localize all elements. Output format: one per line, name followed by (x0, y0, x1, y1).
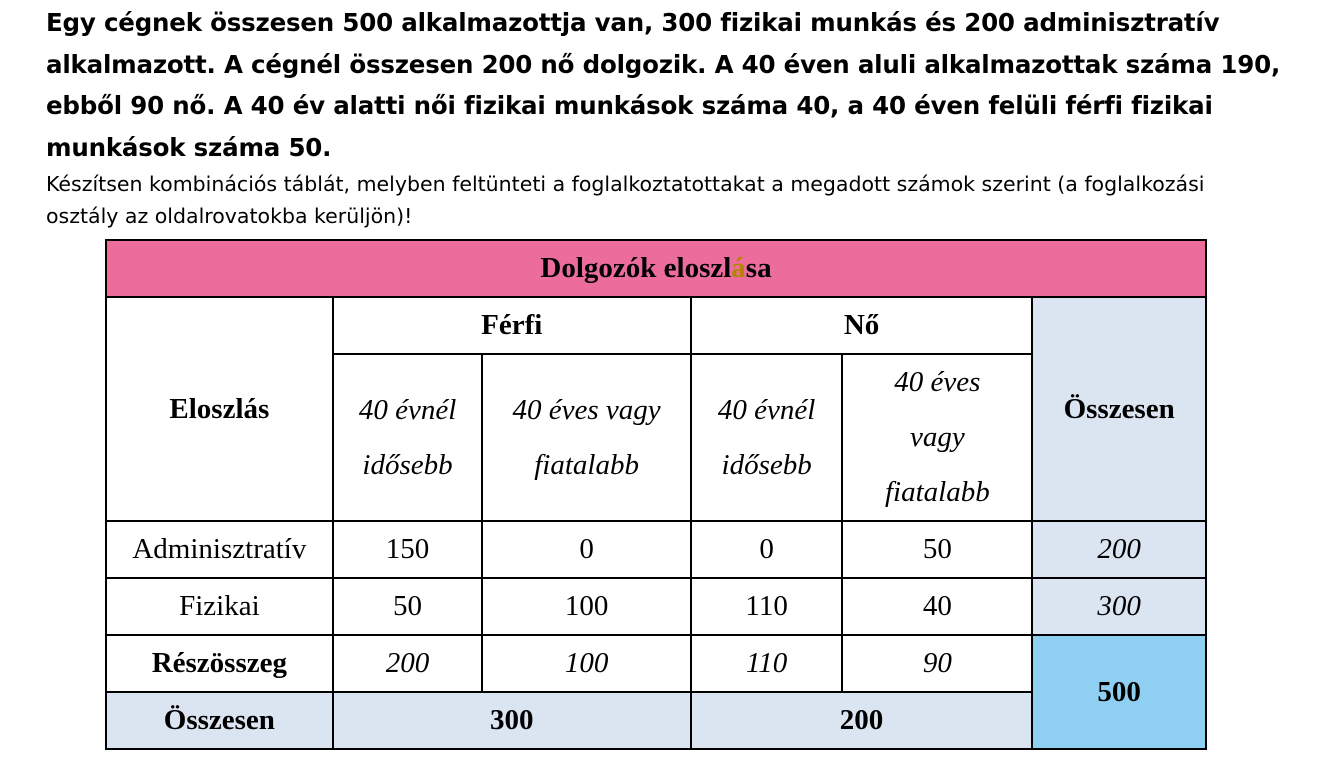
row-header-eloszlas: Eloszlás (106, 297, 333, 521)
table-row-physical (106, 578, 1206, 635)
cell-female-older: 110 (691, 578, 843, 635)
cell-female-younger: 90 (842, 635, 1032, 692)
col-header-male-younger: 40 éves vagy fiatalabb (482, 354, 690, 521)
cell-female-younger: 40 (842, 578, 1032, 635)
cell-row-total: 200 (1032, 521, 1206, 578)
cell-male-older: 200 (333, 635, 483, 692)
cell-row-total: 300 (1032, 578, 1206, 635)
col-header-male-older: 40 évnél idősebb (333, 354, 483, 521)
row-label: Részösszeg (106, 635, 333, 692)
cell-male-older: 150 (333, 521, 483, 578)
cell-male-older: 50 (333, 578, 483, 635)
table-title-end: sa (745, 252, 772, 284)
cell-female-older: 110 (691, 635, 843, 692)
col-header-female-older: 40 évnél idősebb (691, 354, 843, 521)
col-header-female: Nő (691, 297, 1033, 354)
cell-male-total: 300 (333, 692, 691, 749)
table-row-administrative (106, 521, 1206, 578)
row-label: Adminisztratív (106, 521, 333, 578)
task-instruction: Készítsen kombinációs táblát, melyben feltünteti a foglalkoztatottakat a megadott számok szerint (a foglalkozási osztály az oldalrovatokba kerüljön)! (46, 172, 1205, 228)
col-header-total: Összesen (1032, 297, 1206, 521)
cell-male-younger: 100 (482, 635, 690, 692)
cell-female-total: 200 (691, 692, 1033, 749)
cell-male-younger: 0 (482, 521, 690, 578)
table-title-highlight: á (731, 252, 746, 284)
col-header-male: Férfi (333, 297, 691, 354)
cell-female-older: 0 (691, 521, 843, 578)
cell-female-younger: 50 (842, 521, 1032, 578)
distribution-table (105, 239, 1207, 750)
problem-statement: Egy cégnek összesen 500 alkalmazottja van, 300 fizikai munkás és 200 adminisztratív alkalmazott. A cégnél összesen 200 nő dolgozik. A 40 éven aluli alkalmazottak száma 190, ebből 90 nő. A 40 év alatti női fizikai munkások száma 40, a 40 éven felüli férfi fizikai munkások száma 50. (46, 8, 1281, 162)
table-row-subtotal (106, 635, 1206, 692)
table-title-main: Dolgozók eloszl (540, 252, 732, 284)
cell-grand-total: 500 (1032, 635, 1206, 749)
col-header-female-younger: 40 éves vagy fiatalabb (842, 354, 1032, 521)
row-label: Fizikai (106, 578, 333, 635)
table-title (106, 240, 1206, 297)
cell-male-younger: 100 (482, 578, 690, 635)
row-label: Összesen (106, 692, 333, 749)
